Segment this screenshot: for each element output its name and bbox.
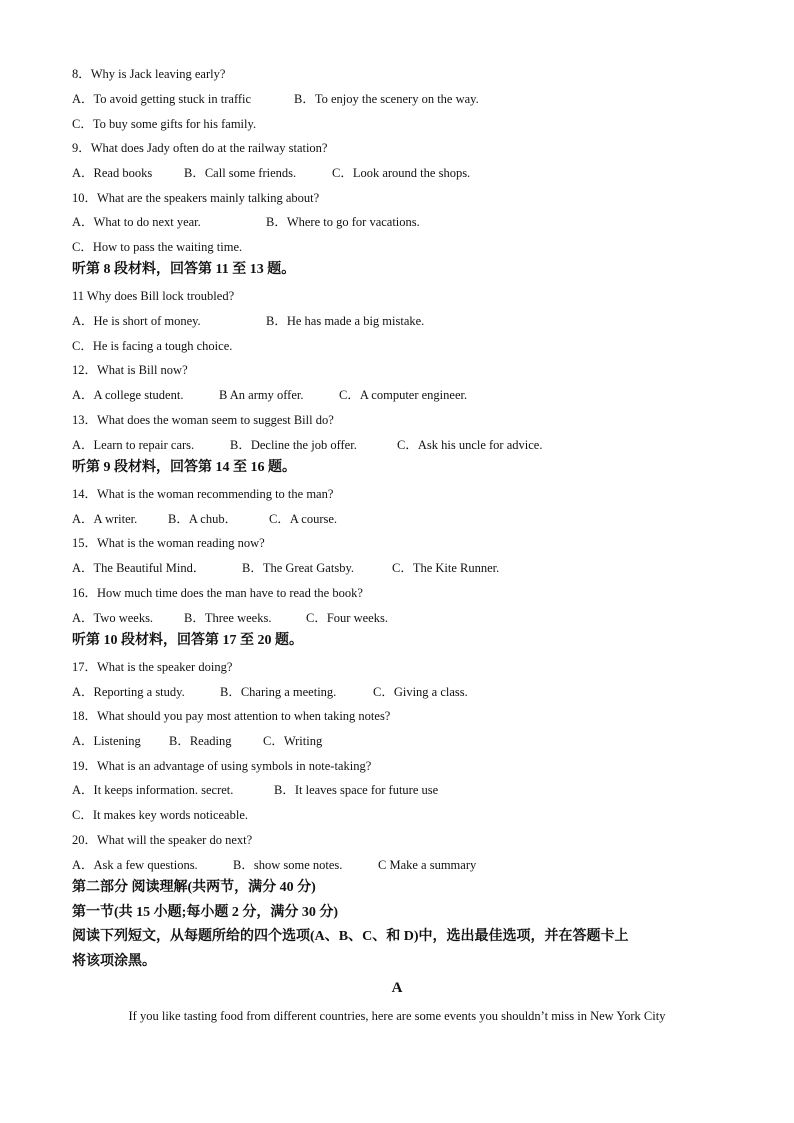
- listening-section-8-heading: 听第 8 段材料，回答第 11 至 13 题。: [72, 262, 296, 277]
- question-10-option-c: C．How to pass the waiting time.: [72, 240, 243, 254]
- option-c: C．The Kite Runner.: [392, 561, 500, 575]
- option-b: B．Call some friends.: [184, 166, 297, 180]
- option-a: A．A college student.: [72, 388, 184, 402]
- question-16-stem: 16．How much time does the man have to read the book?: [72, 586, 363, 600]
- option-c: C．A course.: [269, 512, 338, 526]
- option-a: A．Listening: [72, 734, 141, 748]
- option-a: A．He is short of money.: [72, 314, 201, 328]
- question-14-options-row: [72, 511, 337, 527]
- question-17-options-row: [72, 684, 468, 700]
- question-19-stem: 19．What is an advantage of using symbols in note-taking?: [72, 759, 372, 773]
- question-15-options-row: [72, 560, 499, 576]
- question-14-stem: 14．What is the woman recommending to the man?: [72, 487, 334, 501]
- option-b: B．Decline the job offer.: [230, 438, 357, 452]
- option-a: A．Reporting a study.: [72, 685, 185, 699]
- passage-label: A: [391, 980, 403, 996]
- option-b: B．He has made a big mistake.: [266, 314, 425, 328]
- option-a: A．Ask a few questions.: [72, 858, 198, 872]
- option-c: C．A computer engineer.: [339, 388, 468, 402]
- part-2-section-1-heading: 第一节(共 15 小题;每小题 2 分，满分 30 分): [72, 905, 338, 920]
- option-a: A．Learn to repair cars.: [72, 438, 195, 452]
- question-17-stem: 17．What is the speaker doing?: [72, 660, 233, 674]
- question-15-stem: 15．What is the woman reading now?: [72, 536, 265, 550]
- reading-instruction-line-2: 将该项涂黑。: [72, 954, 156, 969]
- option-a: A．What to do next year.: [72, 215, 201, 229]
- question-13-stem: 13．What does the woman seem to suggest Bill do?: [72, 413, 334, 427]
- option-b: B．To enjoy the scenery on the way.: [294, 92, 479, 106]
- question-12-options-row: [72, 387, 467, 403]
- question-8-options-row: [72, 91, 479, 107]
- option-a: A．A writer.: [72, 512, 138, 526]
- option-b: B．The Great Gatsby.: [242, 561, 355, 575]
- question-12-stem: 12．What is Bill now?: [72, 363, 188, 377]
- option-a: A．The Beautiful Mind．: [72, 561, 206, 575]
- option-a: A．It keeps information. secret.: [72, 783, 234, 797]
- option-c: C．Giving a class.: [373, 685, 468, 699]
- option-b: B．Where to go for vacations.: [266, 215, 420, 229]
- question-10-stem: 10．What are the speakers mainly talking about?: [72, 191, 320, 205]
- option-c: C．Ask his uncle for advice.: [397, 438, 543, 452]
- option-c: C．Writing: [263, 734, 323, 748]
- reading-instruction-line-1: 阅读下列短文，从每题所给的四个选项(A、B、C、和 D)中，选出最佳选项，并在答题卡上: [72, 929, 629, 944]
- option-b: B．Reading: [169, 734, 232, 748]
- option-c: C Make a summary: [378, 858, 477, 872]
- option-b: B．A chub．: [168, 512, 238, 526]
- option-b: B．Charing a meeting.: [220, 685, 337, 699]
- option-c: C．Look around the shops.: [332, 166, 471, 180]
- listening-section-10-heading: 听第 10 段材料，回答第 17 至 20 题。: [72, 633, 303, 648]
- passage-first-line: If you like tasting food from different countries, here are some events you shouldn’t miss in New York City: [128, 1009, 666, 1023]
- question-11-options-row: [72, 313, 424, 329]
- option-a: A．Read books: [72, 166, 153, 180]
- part-2-heading: 第二部分 阅读理解(共两节，满分 40 分): [72, 880, 316, 895]
- question-8-option-c: C．To buy some gifts for his family.: [72, 117, 257, 131]
- option-a: A．To avoid getting stuck in traffic: [72, 92, 252, 106]
- question-10-options-row: [72, 214, 420, 230]
- question-8-stem: 8．Why is Jack leaving early?: [72, 67, 226, 81]
- question-19-option-c: C．It makes key words noticeable.: [72, 808, 248, 822]
- question-9-stem: 9．What does Jady often do at the railway station?: [72, 141, 328, 155]
- question-19-options-row: [72, 782, 438, 798]
- option-b: B．It leaves space for future use: [274, 783, 439, 797]
- question-18-options-row: [72, 733, 322, 749]
- question-20-options-row: [72, 857, 476, 873]
- option-a: A．Two weeks.: [72, 611, 154, 625]
- question-13-options-row: [72, 437, 542, 453]
- question-18-stem: 18．What should you pay most attention to when taking notes?: [72, 709, 391, 723]
- question-20-stem: 20．What will the speaker do next?: [72, 833, 253, 847]
- option-b: B．show some notes.: [233, 858, 343, 872]
- question-11-option-c: C．He is facing a tough choice.: [72, 339, 233, 353]
- question-16-options-row: [72, 610, 388, 626]
- question-9-options-row: [72, 165, 470, 181]
- option-b: B．Three weeks.: [184, 611, 272, 625]
- question-11-stem: 11 Why does Bill lock troubled?: [72, 289, 235, 303]
- option-b: B An army offer.: [219, 388, 304, 402]
- listening-section-9-heading: 听第 9 段材料，回答第 14 至 16 题。: [72, 460, 296, 475]
- option-c: C．Four weeks.: [306, 611, 388, 625]
